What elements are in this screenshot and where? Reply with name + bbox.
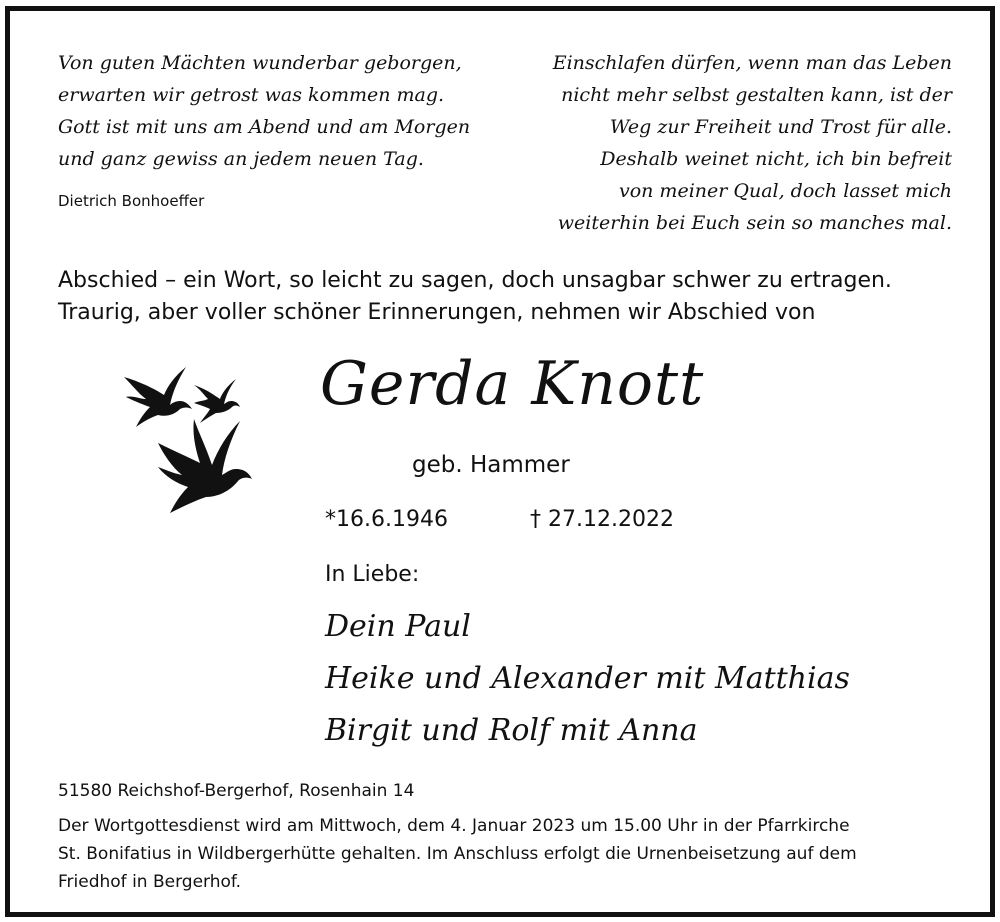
poem-left-line: erwarten wir getrost was kommen mag. xyxy=(58,84,445,106)
service-line: Der Wortgottesdienst wird am Mittwoch, dem 4. Januar 2023 um 15.00 Uhr in der Pfarrkirche xyxy=(58,816,850,836)
service-line: Friedhof in Bergerhof. xyxy=(58,872,242,892)
maiden-name: geb. Hammer xyxy=(412,452,570,478)
address: 51580 Reichshof-Bergerhof, Rosenhain 14 xyxy=(58,781,415,801)
dove-icon xyxy=(194,379,240,423)
poem-right xyxy=(553,47,952,239)
mourner-line: Birgit und Rolf mit Anna xyxy=(325,713,698,748)
service-info xyxy=(58,812,857,896)
intro-line: Abschied – ein Wort, so leicht zu sagen, doch unsagbar schwer zu ertragen. xyxy=(58,268,892,293)
farewell-intro xyxy=(58,265,892,329)
dove-icon xyxy=(158,419,252,513)
mourners-list xyxy=(325,601,850,757)
poem-right-line: weiterhin bei Euch sein so manches mal. xyxy=(557,212,952,234)
death-date: † 27.12.2022 xyxy=(530,507,674,532)
intro-line: Traurig, aber voller schöner Erinnerungen, nehmen wir Abschied von xyxy=(58,300,816,325)
obituary-notice xyxy=(5,6,995,917)
dove-icon xyxy=(124,367,192,427)
mourner-line: Dein Paul xyxy=(325,609,471,644)
mourner-line: Heike und Alexander mit Matthias xyxy=(325,661,850,696)
poem-left-line: Von guten Mächten wunderbar geborgen, xyxy=(58,52,462,74)
poem-author: Dietrich Bonhoeffer xyxy=(58,192,205,210)
deceased-name: Gerda Knott xyxy=(320,349,705,419)
poem-right-line: Deshalb weinet nicht, ich bin befreit xyxy=(600,148,952,170)
poem-right-line: nicht mehr selbst gestalten kann, ist der xyxy=(561,84,952,106)
service-line: St. Bonifatius in Wildbergerhütte gehalten. Im Anschluss erfolgt die Urnenbeisetzung auf dem xyxy=(58,844,857,864)
poem-left xyxy=(58,47,470,175)
poem-right-line: Weg zur Freiheit und Trost für alle. xyxy=(609,116,952,138)
birth-date: *16.6.1946 xyxy=(325,507,448,532)
mourners-heading: In Liebe: xyxy=(325,562,420,587)
poem-right-line: Einschlafen dürfen, wenn man das Leben xyxy=(552,52,952,74)
poem-left-line: und ganz gewiss an jedem neuen Tag. xyxy=(58,148,424,170)
three-doves-icon xyxy=(114,355,254,525)
poem-left-line: Gott ist mit uns am Abend und am Morgen xyxy=(58,116,471,138)
poem-right-line: von meiner Qual, doch lasset mich xyxy=(618,180,952,202)
